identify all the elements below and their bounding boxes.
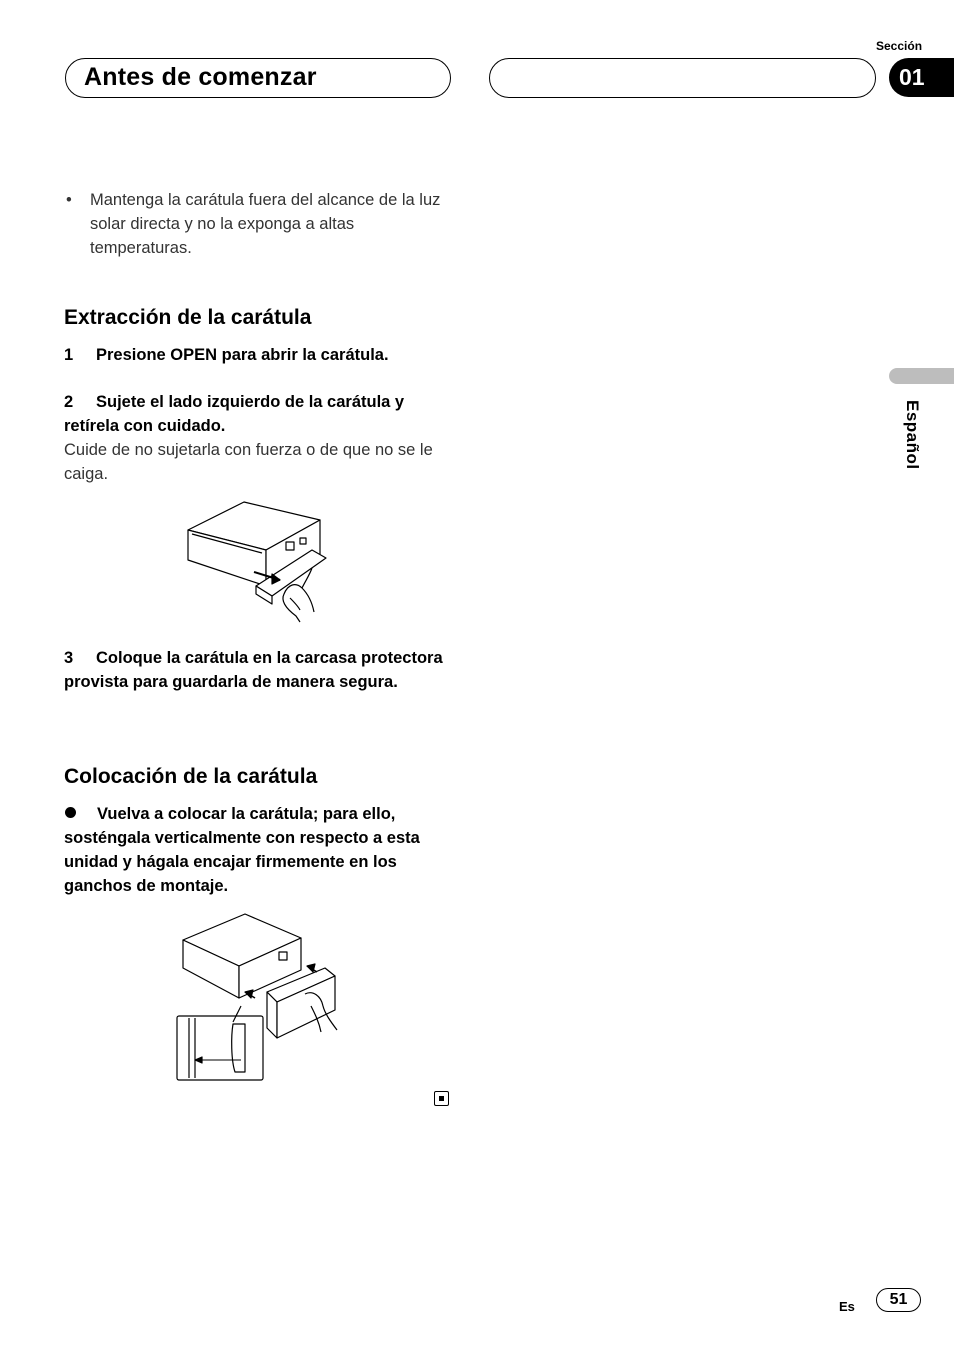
footer-language-code: Es	[839, 1299, 855, 1314]
attach-bullet-text: Vuelva a colocar la carátula; para ello, sosténgala verticalmente con respecto a esta unidad y hágala encajar firmemente en los ganchos de montaje.	[64, 805, 420, 895]
header-empty-pill	[489, 58, 876, 98]
attach-heading: Colocación de la carátula	[64, 765, 318, 788]
step-text: Sujete el lado izquierdo de la carátula y retírela con cuidado.	[64, 393, 405, 435]
intro-bullet-text: Mantenga la carátula fuera del alcance de la luz solar directa y no la exponga a altas temperaturas.	[90, 191, 441, 257]
page-title-pill	[65, 58, 451, 98]
faceplate-removal-illustration	[180, 498, 350, 624]
step-number: 3	[64, 649, 74, 667]
intro-bullet	[64, 188, 444, 260]
step-text: Coloque la carátula en la carcasa protectora provista para guardarla de manera segura.	[64, 649, 443, 691]
step-number: 2	[64, 393, 74, 411]
step-number: 1	[64, 346, 74, 364]
section-number-tab: 01	[889, 58, 954, 97]
attach-bullet	[64, 802, 449, 898]
removal-step-2	[64, 390, 449, 438]
section-label: Sección	[876, 39, 923, 53]
language-tab-bar	[889, 368, 954, 384]
bullet-circle	[65, 807, 76, 818]
removal-heading: Extracción de la carátula	[64, 306, 312, 329]
removal-step-1	[64, 343, 449, 367]
page-number: 51	[876, 1288, 921, 1312]
section-end-mark	[434, 1091, 449, 1106]
bullet-dot: •	[66, 191, 72, 209]
removal-step-2-note: Cuide de no sujetarla con fuerza o de que no se le caiga.	[64, 441, 433, 483]
step-text: Presione OPEN para abrir la carátula.	[96, 346, 389, 364]
page-title: Antes de comenzar	[84, 63, 317, 91]
removal-step-3	[64, 646, 449, 694]
language-label: Español	[903, 400, 922, 470]
faceplate-attach-illustration	[175, 910, 345, 1082]
